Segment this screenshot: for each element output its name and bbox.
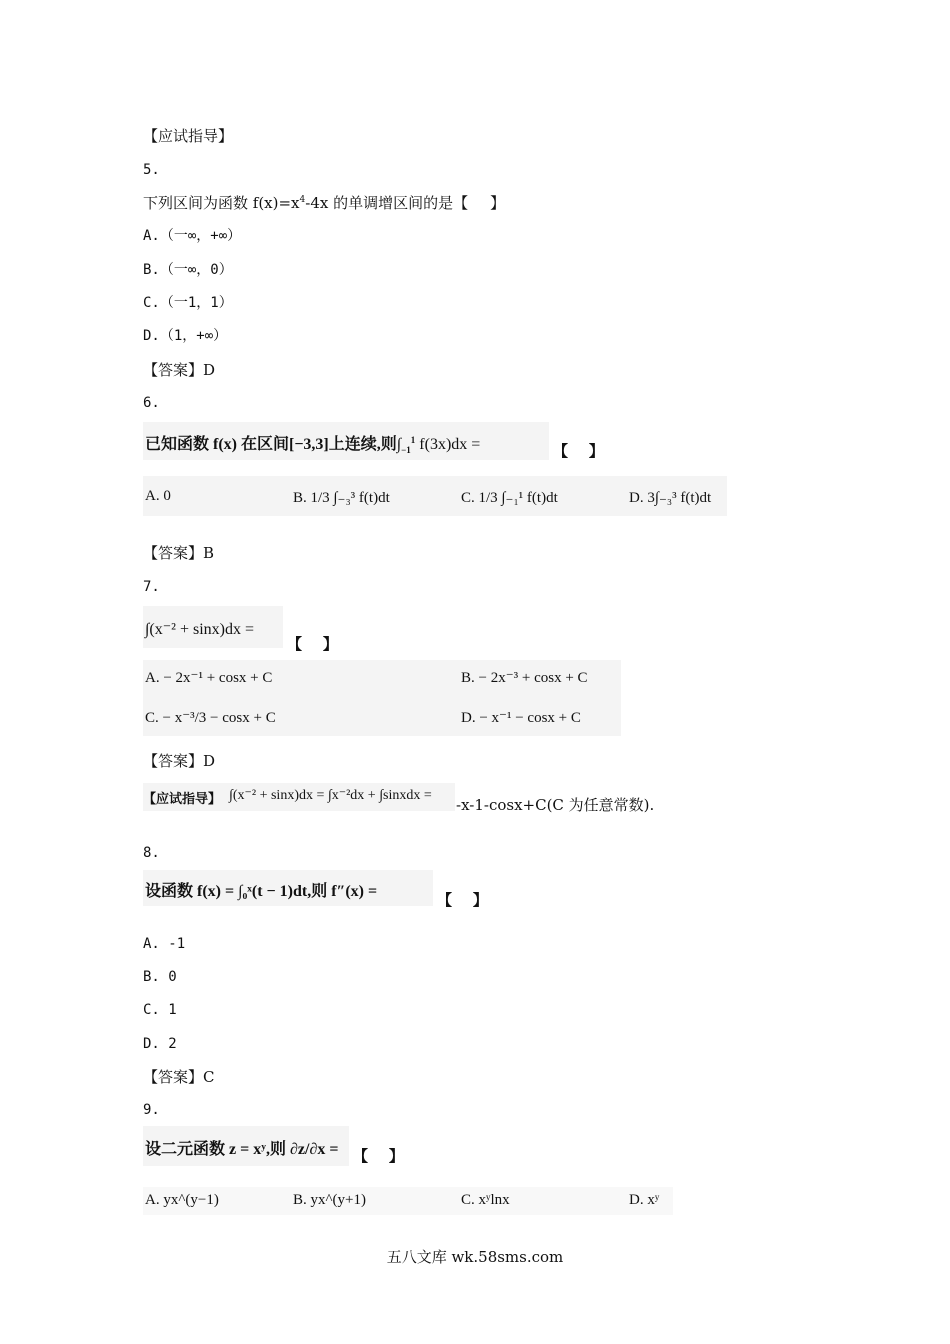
q7-guide-tail: -x-1-cosx+C(C 为任意常数). — [456, 796, 655, 814]
guide-header: 【应试指导】 — [143, 127, 234, 145]
q7-stem-image — [143, 606, 283, 648]
q7-option-c: C. − x⁻³/3 − cosx + C — [145, 710, 276, 726]
q8-option-a: A. -1 — [143, 936, 186, 952]
q6-option-b: B. 1/3 ∫₋₃³ f(t)dt — [293, 490, 390, 506]
q9-option-a: A. yx^(y−1) — [145, 1192, 219, 1208]
q5-stem-suffix: -4x 的单调增区间的是【 — [305, 194, 469, 212]
page-footer: 五八文库 wk.58sms.com — [386, 1248, 564, 1266]
q8-answer: 【答案】C — [143, 1068, 215, 1086]
q8-stem: 设函数 f(x) = ∫₀ˣ(t − 1)dt,则 f″(x) = — [145, 883, 378, 900]
q7-answer: 【答案】D — [143, 752, 216, 770]
q6-option-c: C. 1/3 ∫₋₁¹ f(t)dt — [461, 490, 558, 506]
q9-options-image — [143, 1187, 673, 1215]
q7-guide-label: 【应试指导】 — [143, 791, 222, 806]
q8-bracket: 【 】 — [437, 891, 488, 909]
q7-options-image — [143, 660, 621, 736]
q9-option-c: C. xʸlnx — [461, 1192, 510, 1208]
q7-guide-formula: ∫(x⁻² + sinx)dx = ∫x⁻²dx + ∫sinxdx = — [229, 788, 432, 803]
q7-guide-image — [143, 783, 455, 811]
q6-option-d: D. 3∫₋₃³ f(t)dt — [629, 490, 712, 506]
q7-number: 7. — [143, 579, 160, 595]
q6-answer: 【答案】B — [143, 544, 215, 562]
q6-option-a: A. 0 — [145, 488, 171, 504]
q5-number: 5. — [143, 162, 160, 178]
q8-stem-image — [143, 870, 433, 906]
q9-option-d: D. xʸ — [629, 1192, 660, 1208]
q9-number: 9. — [143, 1102, 160, 1118]
q6-stem-tail: f(3x)dx = — [419, 436, 481, 453]
q5-option-d: D.（1，+∞） — [143, 328, 228, 344]
q5-stem — [143, 193, 505, 213]
q7-bracket: 【 】 — [287, 635, 338, 653]
q6-number: 6. — [143, 395, 160, 411]
q8-number: 8. — [143, 845, 160, 861]
q8-option-c: C. 1 — [143, 1002, 177, 1018]
q5-option-b: B.（一∞，0） — [143, 262, 233, 278]
q9-bracket: 【 】 — [353, 1147, 404, 1165]
q8-option-b: B. 0 — [143, 969, 177, 985]
q5-stem-exponent: 4 — [299, 195, 306, 205]
q7-option-d: D. − x⁻¹ − cosx + C — [461, 710, 581, 726]
q9-stem-image — [143, 1126, 349, 1166]
q9-option-b: B. yx^(y+1) — [293, 1192, 366, 1208]
q6-stem-image — [143, 422, 549, 460]
q6-stem-lower-limit: −1 — [401, 445, 411, 455]
q5-option-a: A.（一∞，+∞） — [143, 228, 242, 244]
q5-stem-bracket-close: 】 — [490, 194, 506, 212]
q6-stem-upper-limit: 1 — [410, 435, 416, 445]
q6-options-image — [143, 476, 727, 516]
q7-option-b: B. − 2x⁻³ + cosx + C — [461, 670, 588, 686]
q5-answer: 【答案】D — [143, 361, 216, 379]
q7-stem: ∫(x⁻² + sinx)dx = — [145, 621, 254, 638]
q6-bracket: 【 】 — [553, 442, 604, 460]
q9-stem: 设二元函数 z = xʸ,则 ∂z/∂x = — [145, 1141, 339, 1158]
q7-option-a: A. − 2x⁻¹ + cosx + C — [145, 670, 273, 686]
q5-option-c: C.（一1，1） — [143, 295, 233, 311]
q6-stem-main: 已知函数 f(x) 在区间[−3,3]上连续,则∫ — [145, 436, 402, 453]
q5-stem-prefix: 下列区间为函数 f(x)=x — [143, 194, 300, 212]
q8-option-d: D. 2 — [143, 1036, 177, 1052]
q6-stem-text — [145, 431, 480, 454]
